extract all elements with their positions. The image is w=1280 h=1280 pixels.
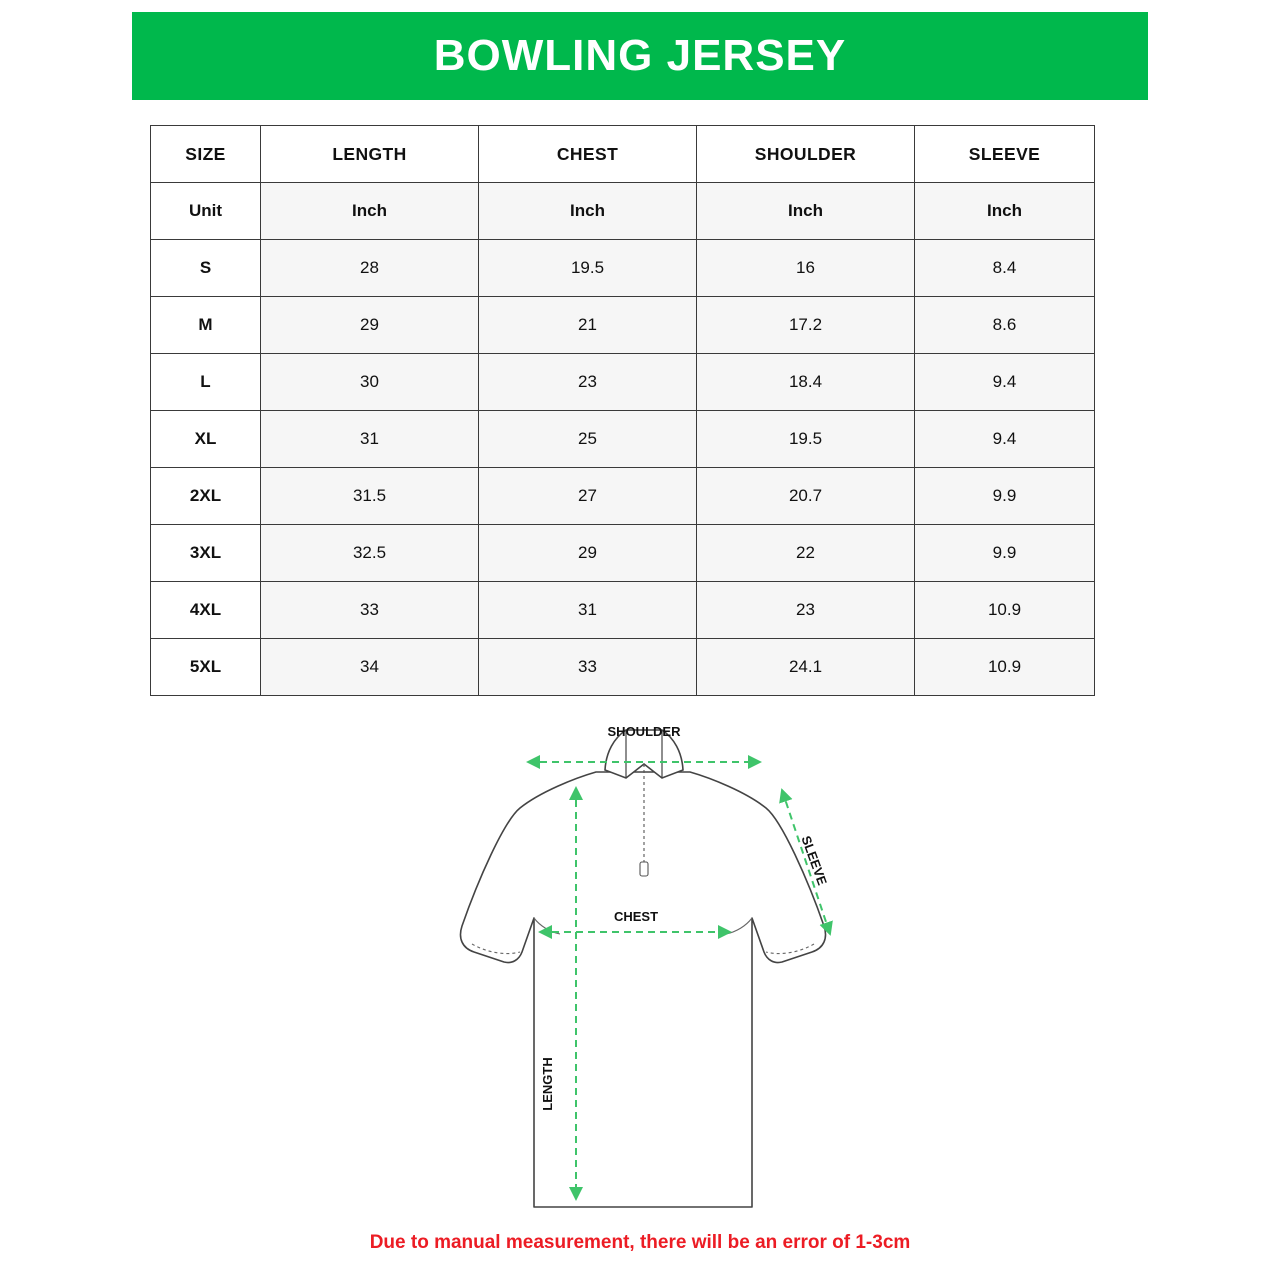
row-size-label: S: [151, 240, 261, 297]
row-chest: 23: [479, 354, 697, 411]
row-sleeve: 8.6: [915, 297, 1095, 354]
measurement-disclaimer: Due to manual measurement, there will be an error of 1-3cm: [369, 1232, 911, 1253]
row-sleeve: 8.4: [915, 240, 1095, 297]
row-shoulder: 19.5: [697, 411, 915, 468]
row-sleeve: 10.9: [915, 582, 1095, 639]
table-row: [151, 411, 1095, 468]
row-chest: 21: [479, 297, 697, 354]
row-sleeve: 10.9: [915, 639, 1095, 696]
row-shoulder: 23: [697, 582, 915, 639]
row-sleeve: 9.4: [915, 411, 1095, 468]
row-shoulder: 20.7: [697, 468, 915, 525]
table-row: [151, 468, 1095, 525]
table-row: [151, 297, 1095, 354]
row-length: 29: [261, 297, 479, 354]
row-sleeve: 9.9: [915, 525, 1095, 582]
row-length: 34: [261, 639, 479, 696]
chest-label: CHEST: [613, 909, 659, 924]
unit-chest: Inch: [479, 183, 697, 240]
page-title: BOWLING JERSEY: [433, 31, 847, 80]
jersey-outline: [461, 772, 826, 1207]
column-header-sleeve: SLEEVE: [915, 126, 1095, 183]
row-shoulder: 16: [697, 240, 915, 297]
row-chest: 27: [479, 468, 697, 525]
row-sleeve: 9.4: [915, 354, 1095, 411]
row-sleeve: 9.9: [915, 468, 1095, 525]
table-row: [151, 525, 1095, 582]
row-length: 30: [261, 354, 479, 411]
row-size-label: 2XL: [151, 468, 261, 525]
table-row: [151, 240, 1095, 297]
column-header-shoulder: SHOULDER: [697, 126, 915, 183]
row-size-label: L: [151, 354, 261, 411]
row-length: 31: [261, 411, 479, 468]
row-shoulder: 22: [697, 525, 915, 582]
row-size-label: 3XL: [151, 525, 261, 582]
sleeve-label: SLEEVE: [798, 833, 831, 888]
unit-label: Unit: [151, 183, 261, 240]
table-row: [151, 639, 1095, 696]
row-shoulder: 17.2: [697, 297, 915, 354]
row-shoulder: 24.1: [697, 639, 915, 696]
row-size-label: 5XL: [151, 639, 261, 696]
table-header-row: [151, 126, 1095, 183]
table-row-unit: [151, 183, 1095, 240]
size-table-container: [150, 125, 1094, 696]
shoulder-label: SHOULDER: [607, 724, 681, 739]
header-banner: [132, 12, 1148, 100]
unit-sleeve: Inch: [915, 183, 1095, 240]
row-size-label: XL: [151, 411, 261, 468]
row-chest: 19.5: [479, 240, 697, 297]
row-length: 28: [261, 240, 479, 297]
row-length: 32.5: [261, 525, 479, 582]
row-length: 31.5: [261, 468, 479, 525]
column-header-size: SIZE: [151, 126, 261, 183]
unit-shoulder: Inch: [697, 183, 915, 240]
table-row: [151, 354, 1095, 411]
row-size-label: 4XL: [151, 582, 261, 639]
row-chest: 29: [479, 525, 697, 582]
column-header-length: LENGTH: [261, 126, 479, 183]
row-chest: 31: [479, 582, 697, 639]
size-table: [150, 125, 1095, 696]
row-size-label: M: [151, 297, 261, 354]
row-shoulder: 18.4: [697, 354, 915, 411]
row-chest: 33: [479, 639, 697, 696]
unit-length: Inch: [261, 183, 479, 240]
column-header-chest: CHEST: [479, 126, 697, 183]
row-length: 33: [261, 582, 479, 639]
table-row: [151, 582, 1095, 639]
length-label: LENGTH: [540, 1057, 555, 1111]
row-chest: 25: [479, 411, 697, 468]
garment-diagram: [400, 712, 900, 1222]
